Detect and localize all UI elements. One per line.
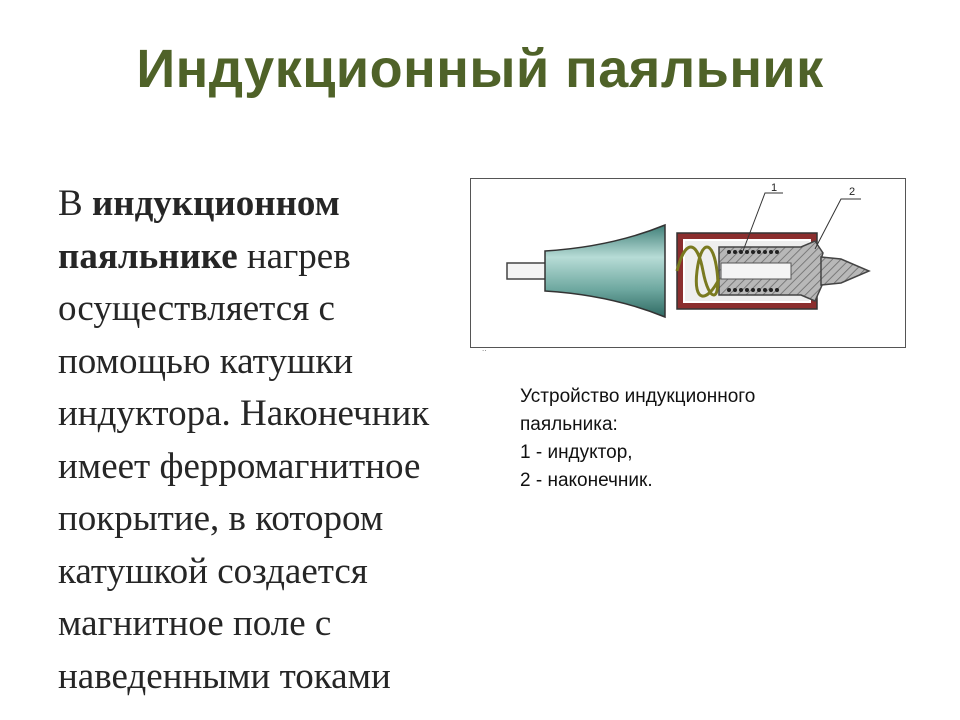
caption-line: Устройство индукционного — [520, 386, 756, 407]
soldering-iron-diagram — [470, 178, 906, 348]
inductor-coil-bottom — [727, 288, 779, 292]
soldering-iron-drawing — [471, 179, 905, 347]
figure-caption — [520, 383, 880, 495]
body-text-bold: индукционном паяльнике — [58, 183, 340, 277]
body-text-start: В — [58, 183, 92, 224]
inductor-coil-top — [727, 250, 779, 254]
label-1: 1 — [771, 182, 778, 194]
body-paragraph — [58, 178, 458, 703]
caption-line: 1 - индуктор, — [520, 442, 633, 463]
soldering-tip — [821, 257, 869, 285]
caption-line: паяльника: — [520, 414, 618, 435]
body-text-rest: нагрев осуществляется с помощью катушки индуктора. Наконечник имеет ферромагнитное покрытие, в котором катушкой создается магнитное поле с наведенными токами — [58, 235, 430, 697]
slide-title: Индукционный паяльник — [136, 39, 824, 99]
leader-line-2 — [815, 199, 861, 249]
figure-mark: .. — [482, 344, 487, 353]
handle-body — [545, 225, 665, 317]
caption-line: 2 - наконечник. — [520, 470, 653, 491]
handle-rod — [507, 263, 547, 279]
label-2: 2 — [849, 186, 856, 198]
